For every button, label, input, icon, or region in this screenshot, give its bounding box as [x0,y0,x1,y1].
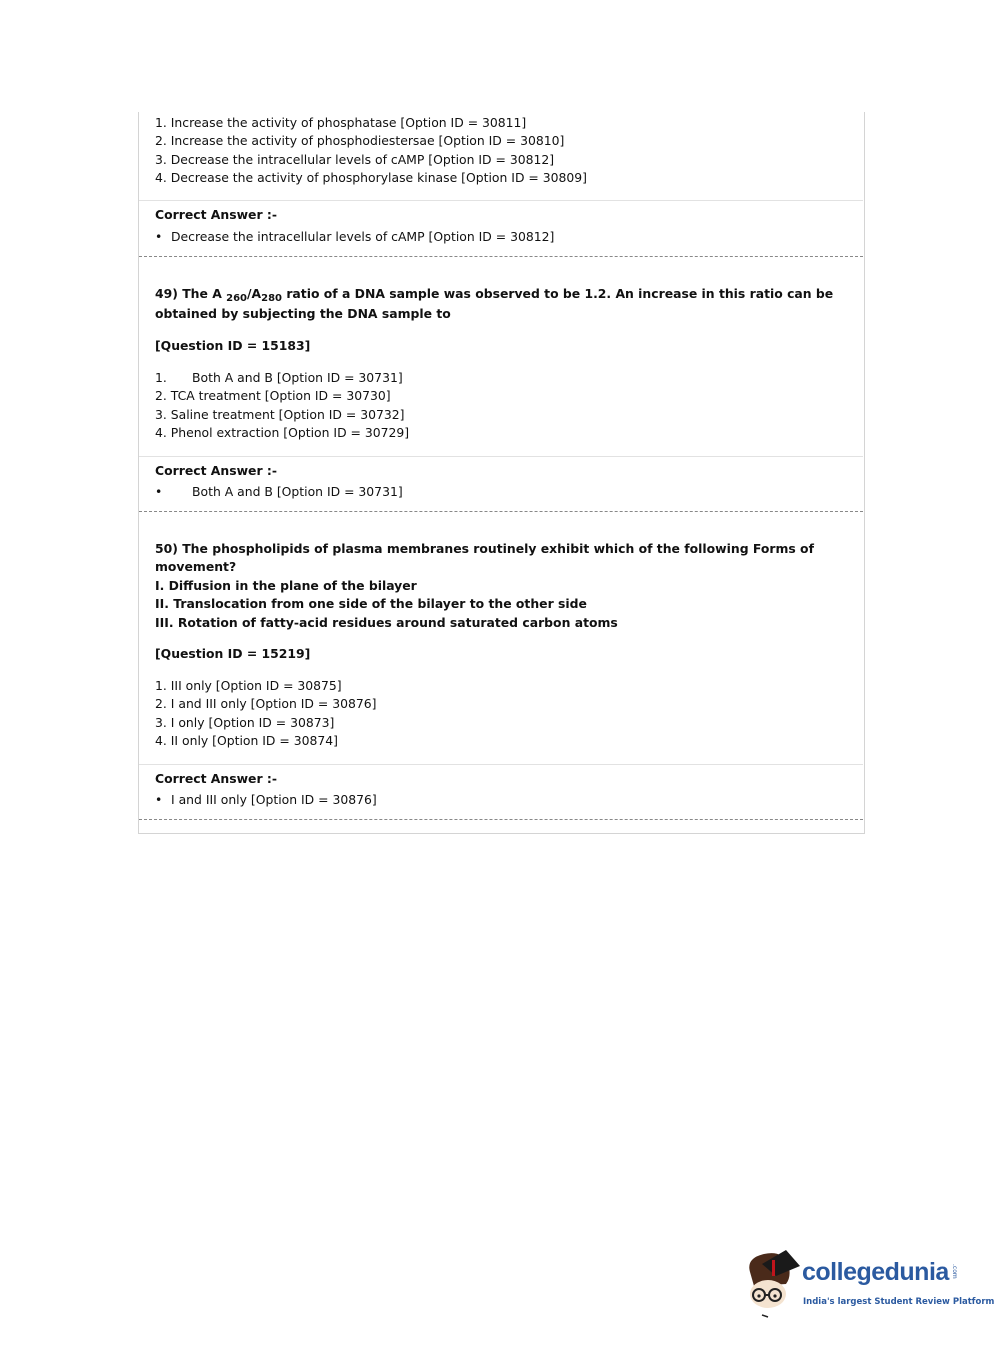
question-separator [139,256,863,257]
option: 1. III only [Option ID = 30875] [155,678,342,693]
question-text: 50) The phospholipids of plasma membranes routinely exhibit which of the following Forms of [155,541,814,556]
option: 3. Saline treatment [Option ID = 30732] [155,407,405,422]
correct-answer-text: Decrease the intracellular levels of cAMP [Option ID = 30812] [171,229,555,244]
option: 2. I and III only [Option ID = 30876] [155,696,377,711]
brand-row [802,1256,957,1288]
bullet: • [155,229,163,244]
question-text: obtained by subjecting the DNA sample to [155,306,451,321]
question-separator [139,819,863,820]
brand-name: collegedunia [802,1258,949,1286]
option: 2. TCA treatment [Option ID = 30730] [155,388,391,403]
correct-answer-label: Correct Answer :- [155,771,277,786]
question-text: movement? [155,559,237,574]
bullet: • [155,484,163,499]
question-text: II. Translocation from one side of the bilayer to the other side [155,596,587,611]
question-id: [Question ID = 15183] [155,338,311,353]
option: 1. Both A and B [Option ID = 30731] [155,370,403,385]
question-id: [Question ID = 15219] [155,646,311,661]
correct-answer: • I and III only [Option ID = 30876] [155,792,377,807]
correct-answer-label: Correct Answer :- [155,207,277,222]
collegedunia-logo [742,1250,995,1320]
option: 4. Decrease the activity of phosphorylase kinase [Option ID = 30809] [155,170,588,185]
divider [139,456,863,457]
bullet: • [155,792,163,807]
question-text: III. Rotation of fatty-acid residues around saturated carbon atoms [155,615,618,630]
brand-tagline: India's largest Student Review Platform [803,1297,995,1307]
option: 4. Phenol extraction [Option ID = 30729] [155,425,410,440]
divider [139,200,863,201]
correct-answer-label: Correct Answer :- [155,463,277,478]
option: 4. II only [Option ID = 30874] [155,733,338,748]
correct-answer [155,228,554,246]
mascot-icon [742,1250,802,1320]
option: 2. Increase the activity of phosphodiestersae [Option ID = 30810] [155,133,565,148]
correct-answer: • Both A and B [Option ID = 30731] [155,484,403,499]
option: 1. Increase the activity of phosphatase [Option ID = 30811] [155,115,527,130]
question-text: 49) The A $_{260}/A_{280}$ ratio of a DNA sample was observed to be 1.2. An increase in this ratio can be [155,286,834,304]
option: 3. I only [Option ID = 30873] [155,715,335,730]
question-separator [139,511,863,512]
brand-domain: .com [950,1264,958,1279]
question-text: I. Diffusion in the plane of the bilayer [155,578,417,593]
divider [139,764,863,765]
option: 3. Decrease the intracellular levels of cAMP [Option ID = 30812] [155,152,555,167]
